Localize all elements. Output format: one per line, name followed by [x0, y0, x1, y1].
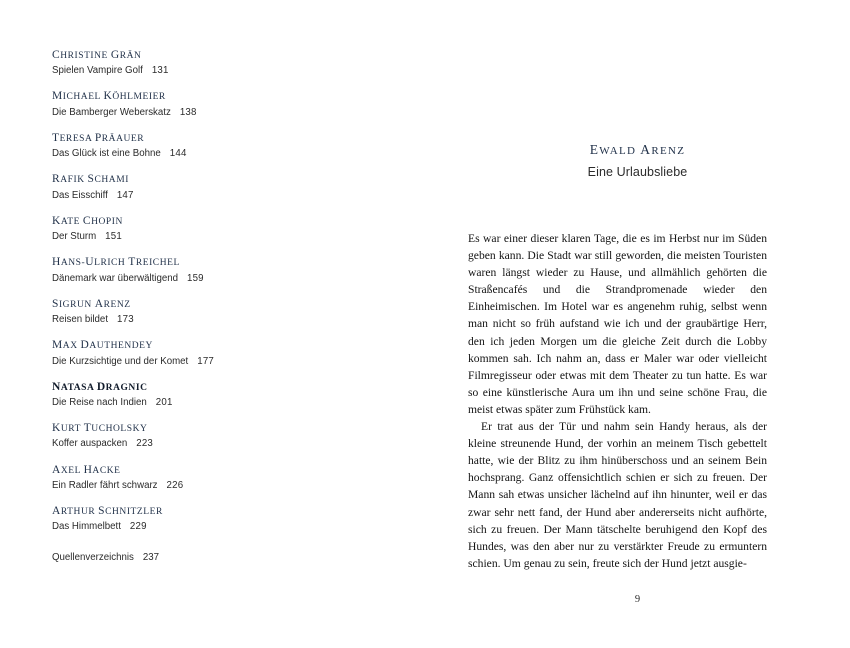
toc-author: MAX DAUTHENDEY	[52, 339, 153, 352]
toc-entry	[52, 380, 352, 410]
toc-author: ARTHUR SCHNITZLER	[52, 504, 163, 517]
story-author: EWALD ARENZ	[589, 142, 686, 157]
toc-title-line	[52, 272, 352, 286]
toc-page-number: 226	[166, 479, 184, 491]
toc-title: Die Bamberger Weberskatz	[52, 106, 171, 118]
toc-title-line	[52, 64, 352, 78]
story-body	[468, 230, 767, 572]
right-page	[425, 0, 850, 648]
story-paragraph: Es war einer dieser klaren Tage, die es im Herbst nur im Süden geben kann. Die Stadt war still geworden, die meisten Touristen waren längst wieder zu Hause, und allmählich gehörten die Straßencafés und die Strandpromenade wieder den Einheimischen. Im Hotel war es angenehm ruhig, selbst wenn man nicht so früh aufstand wie ich und der graubärtige Herr, den ich jeden Morgen um die gleiche Zeit durch die Lobby kommen sah. Ich nahm an, dass er Maler war oder vielleicht Filmregisseur oder etwas mit dem Theater zu tun hatte. Es war so eine künstlerische Aura um ihn und seine schöne Frau, die meist etwas später zum Frühstück kam.	[468, 232, 767, 416]
toc-entry	[52, 172, 352, 202]
toc-page-number: 138	[179, 106, 197, 118]
story-heading	[425, 142, 850, 179]
toc-entry	[52, 131, 352, 161]
toc-entry	[52, 504, 352, 534]
toc-author: MICHAEL KÖHLMEIER	[52, 90, 166, 103]
toc-author: CHRISTINE GRÄN	[52, 49, 142, 61]
toc-title-line	[52, 479, 352, 493]
story-paragraph: Er trat aus der Tür und nahm sein Handy heraus, als der kleine streunende Hund, der vorhin an meinem Tisch gebettelt hatte, wie der Blitz zu ihm hinüberschoss und an seinem Bein hochsprang. Ganz offensichtlich schien er sich zu freuen. Der Mann sah etwas unsicher lächelnd auf ihn hinunter, weil er das zwar sehr nett fand, der Hund aber andererseits nicht aufhörte, sich zu freuen. Der Mann tätschelte beruhigend den Kopf des Hundes, was den aber nur zu verstärkter Freude zu ermuntern schien. Um genau zu sein, freute sich der Hund jetzt ausgie-	[468, 420, 767, 570]
toc-entry	[52, 338, 352, 368]
table-of-contents	[52, 48, 352, 563]
toc-title: Die Reise nach Indien	[52, 397, 147, 408]
toc-title: Das Eisschiff	[52, 189, 108, 201]
toc-author: TERESA PRÄAUER	[52, 131, 145, 144]
toc-author: SIGRUN ARENZ	[52, 297, 131, 310]
toc-title-line	[52, 313, 352, 327]
toc-author: AXEL HACKE	[52, 463, 121, 476]
toc-author: KATE CHOPIN	[52, 214, 123, 227]
toc-title: Das Glück ist eine Bohne	[52, 148, 161, 160]
toc-page-number: 144	[169, 148, 187, 160]
toc-entry	[52, 297, 352, 327]
toc-page-number: 223	[136, 438, 153, 450]
toc-title-line	[52, 437, 352, 451]
toc-page-number: 229	[129, 521, 147, 533]
toc-entry	[52, 214, 352, 244]
toc-back-matter-title: Quellenverzeichnis	[52, 551, 134, 563]
toc-title-line	[52, 106, 352, 120]
toc-back-matter	[52, 552, 352, 563]
story-title: Eine Urlaubsliebe	[587, 165, 688, 179]
toc-title-line	[52, 147, 352, 161]
toc-entry	[52, 421, 352, 451]
toc-page-number: 131	[151, 65, 169, 77]
toc-title: Spielen Vampire Golf	[52, 65, 143, 77]
toc-author: HANS-ULRICH TREICHEL	[52, 256, 180, 269]
toc-entry	[52, 255, 352, 285]
toc-title-line	[52, 355, 352, 369]
toc-author: RAFIK SCHAMI	[52, 173, 129, 186]
toc-page-number: 173	[117, 314, 134, 326]
toc-title: Das Himmelbett	[52, 521, 121, 533]
toc-title-line	[52, 520, 352, 534]
toc-entry	[52, 48, 352, 78]
toc-title-line	[52, 189, 352, 203]
toc-title: Der Sturm	[52, 231, 97, 243]
toc-page-number: 151	[105, 231, 122, 243]
toc-page-number: 159	[187, 272, 204, 284]
toc-page-number: 177	[197, 355, 214, 367]
toc-title: Die Kurzsichtige und der Komet	[52, 355, 189, 367]
toc-entry	[52, 89, 352, 119]
page-folio: 9	[634, 594, 641, 605]
toc-title-line	[52, 396, 352, 410]
toc-title-line	[52, 230, 352, 244]
toc-back-matter-page: 237	[142, 551, 160, 563]
toc-title: Reisen bildet	[52, 314, 109, 326]
toc-author: NATASA DRAGNIC	[52, 380, 148, 393]
toc-title: Ein Radler fährt schwarz	[52, 479, 158, 491]
toc-entry	[52, 463, 352, 493]
toc-title: Koffer auspacken	[52, 438, 128, 450]
toc-page-number: 147	[116, 189, 134, 201]
toc-title: Dänemark war überwältigend	[52, 272, 178, 284]
toc-page-number: 201	[155, 397, 173, 408]
toc-author: KURT TUCHOLSKY	[52, 422, 148, 435]
